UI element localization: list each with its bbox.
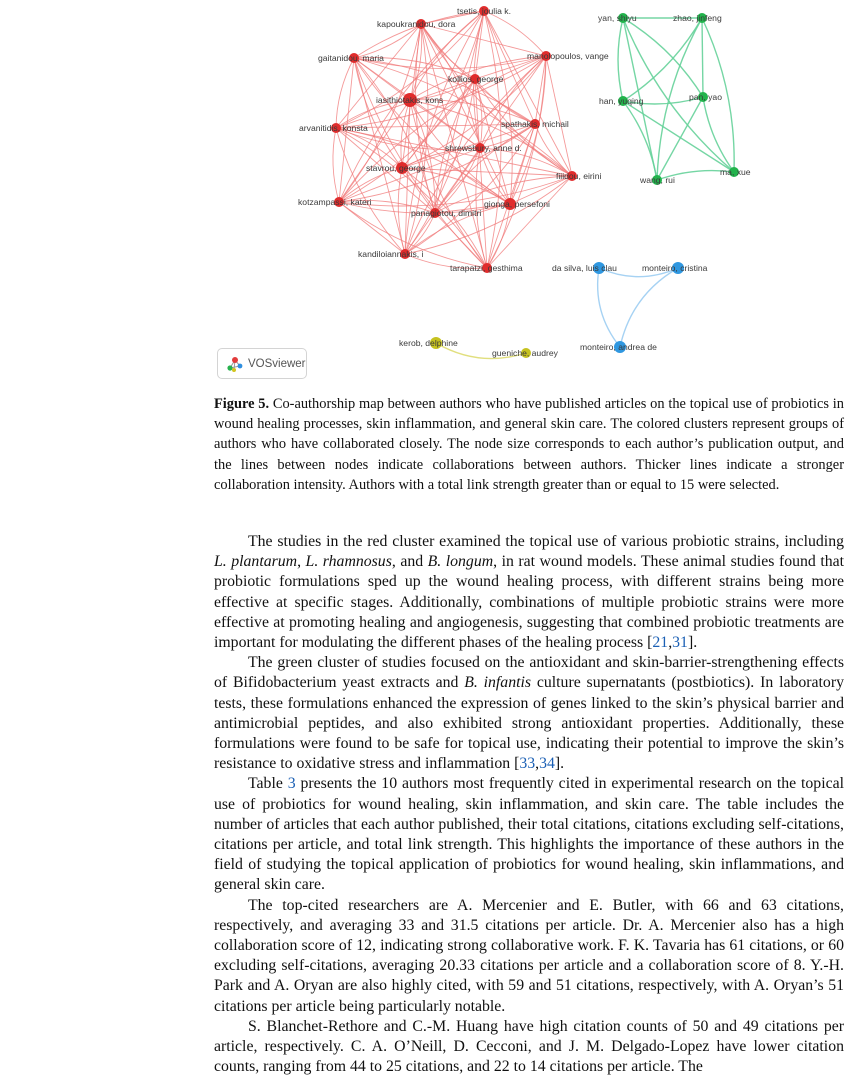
paragraph-table-3: Table 3 presents the 10 authors most frequently cited in experimental research on the topical use of probiotics for wound healing, skin inflammation, and skin care. The table includes the number of articles that each author published, their total citations, citations excluding self-citations, citations per article, and total link strength. This highlights the importance of these authors in the field of studying the topical application of probiotics for wound healing, skin inflammations, and general skin care.: [214, 775, 845, 894]
author-label: panagiotou, dimitri: [411, 208, 482, 218]
author-label: shrewsbury, anne d.: [445, 143, 522, 153]
citation-link[interactable]: 21: [652, 634, 669, 652]
author-label: da silva, luis clau: [552, 263, 617, 273]
author-label: ma, xue: [720, 167, 751, 177]
author-label: arvanitidis, konsta: [299, 123, 368, 133]
paragraph-top-cited: The top-cited researchers are A. Mercenier and E. Butler, with 66 and 63 citations, respectively, and averaging 33 and 31.5 citations per article. Dr. A. Mercenier also has a high collaboration score of 12, indicating strong collaborative work. F. K. Tavaria has 61 citations, or 60 excluding self-citations, averaging 20.33 citations per article and a collaboration score of 8. Y.-H. Park and A. Oryan are also highly cited, with 59 and 51 citations, respectively, with A. Oryan’s 51 citations per article being particularly notable.: [214, 896, 844, 1015]
body-text: [214, 532, 844, 1077]
collaboration-edge: [623, 18, 703, 97]
table-link[interactable]: 3: [287, 775, 296, 793]
author-label: fiiidou, eirini: [556, 171, 602, 181]
author-label: gueniche, audrey: [492, 348, 558, 358]
collaboration-edge: [546, 56, 572, 176]
author-label: zhao, jinfeng: [673, 13, 722, 23]
collaboration-edge: [339, 148, 480, 202]
vosviewer-label: VOSviewer: [248, 357, 306, 370]
vosviewer-logo-icon: [226, 355, 244, 373]
vosviewer-badge: [217, 348, 307, 379]
collaboration-edge: [623, 101, 657, 180]
author-label: kapoukranidou, dora: [377, 19, 456, 29]
co-authorship-network: [0, 0, 849, 385]
paragraph-red-cluster: The studies in the red cluster examined the topical use of various probiotic strains, including L. plantarum, L. rhamnosus, and B. longum, in rat wound models. These animal studies found that probiotic formulations sped up the wound healing process, with different strains being more effective at specific stages. Additionally, combinations of multiple probiotic strains were more effective at promoting healing and angiogenesis, suggesting that combined probiotic treatments are important for modulating the different phases of the healing process [21,31].: [214, 533, 845, 652]
author-label: gionga, persefoni: [484, 199, 550, 209]
paragraph-citation-counts: S. Blanchet-Rethore and C.-M. Huang have high citation counts of 50 and 49 citations per article, respectively. C. A. O’Neill, D. Cecconi, and J. M. Delgado-Lopez have lower citation counts, ranging from 44 to 25 citations, and 22 to 14 citations per article. The: [214, 1017, 844, 1076]
citation-link[interactable]: 33: [519, 755, 536, 773]
collaboration-edge: [623, 18, 702, 101]
author-label: gaitanidou, maria: [318, 53, 384, 63]
collaboration-edge: [657, 97, 703, 180]
collaboration-edge: [333, 128, 339, 202]
paragraph-green-cluster: The green cluster of studies focused on the antioxidant and skin-barrier-strengthening effects of Bifidobacterium yeast extracts and B. infantis culture supernatants (postbiotics). In laboratory tests, these formulations enhanced the expression of genes linked to the skin’s physical barrier and antimicrobial peptides, and also exhibited strong antioxidant properties. Additionally, these formulations were found to be safe for topical use, indicating their potential to improve the skin’s resistance to oxidative stress and inflammation [33,34].: [214, 654, 844, 773]
author-label: spathakis, michail: [501, 119, 569, 129]
author-label: wang, rui: [640, 175, 675, 185]
citation-link[interactable]: 31: [672, 634, 688, 652]
figure-label: Figure 5.: [214, 396, 270, 412]
author-label: kandiloiannakis, i: [358, 249, 424, 259]
author-label: han, yuqing: [599, 96, 644, 106]
author-label: monteiro, cristina: [642, 263, 708, 273]
author-label: kollios, george: [448, 74, 504, 84]
author-label: yan, shiyu: [598, 13, 637, 23]
author-label: stavrou, george: [366, 163, 426, 173]
figure-caption: [214, 394, 844, 495]
author-label: kotzampassi, kateri: [298, 197, 372, 207]
author-label: tsetis, joulia k.: [457, 6, 511, 16]
collaboration-edge: [484, 11, 546, 56]
author-label: kerob, delphine: [399, 338, 458, 348]
collaboration-edge: [620, 268, 678, 347]
caption-text: Co-authorship map between authors who have published articles on the topical use of probiotics in wound healing processes, skin inflammation, and general skin care. The colored clusters represent groups of authors who have collaborated closely. The node size corresponds to each author’s publication output, and the lines between nodes indicate collaborations between authors. Thicker lines indicate a stronger collaboration intensity. Authors with a total link strength greater than or equal to 15 were selected.: [214, 396, 844, 493]
author-label: pan, yao: [689, 92, 722, 102]
collaboration-edge: [618, 18, 623, 101]
collaboration-edge: [623, 101, 734, 172]
collaboration-edge: [598, 268, 620, 347]
author-label: manolopoulos, vange: [527, 51, 609, 61]
author-label: monteiro, andrea de: [580, 342, 657, 352]
collaboration-edge: [702, 18, 703, 97]
author-label: tarapatzi, gesthima: [450, 263, 523, 273]
author-label: iasithiotakis, kons: [376, 95, 444, 105]
citation-link[interactable]: 34: [539, 755, 555, 773]
